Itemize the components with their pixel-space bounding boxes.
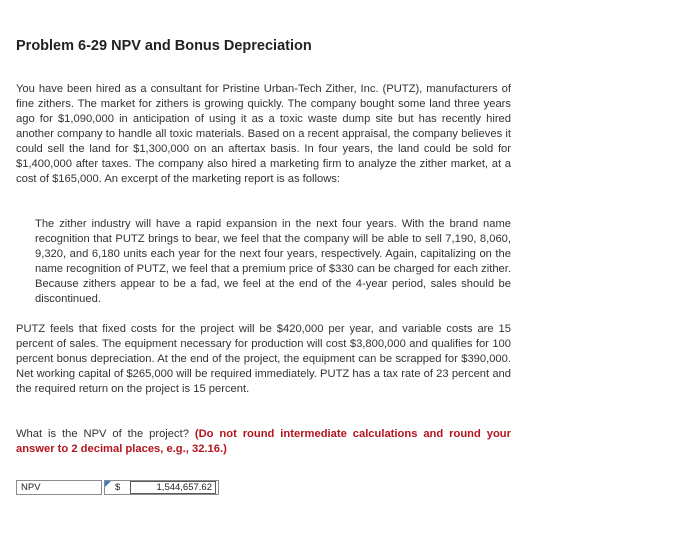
problem-paragraph-1: You have been hired as a consultant for Pristine Urban-Tech Zither, Inc. (PUTZ), manufacturers of fine zithers. The market for zithers is growing quickly. The company bought some land three years ago for $1,090,000 in anticipation of using it as a toxic waste dump site but has recently hired another company to handle all toxic materials. Based on a recent appraisal, the company believes it could sell the land for $1,300,000 on an aftertax basis. In four years, the land could be sold for $1,400,000 after taxes. The company also hired a marketing firm to analyze the zither market, at a cost of $165,000. An excerpt of the marketing report is as follows:: [16, 83, 511, 185]
problem-title: Problem 6-29 NPV and Bonus Depreciation: [16, 38, 312, 54]
rounding-instruction: (Do not round intermediate calculations and round your answer to 2 decimal places, e.g., 32.16.): [16, 428, 511, 455]
currency-symbol: $: [115, 482, 121, 493]
problem-paragraph-2: PUTZ feels that fixed costs for the project will be $420,000 per year, and variable costs are 15 percent of sales. The equipment necessary for production will cost $3,800,000 and qualifies for 100 percent bonus depreciation. At the end of the project, the equipment can be scrapped for $390,000. Net working capital of $265,000 will be required immediately. PUTZ has a tax rate of 23 percent and the required return on the project is 15 percent.: [16, 323, 511, 395]
answer-row: [16, 480, 219, 495]
flag-icon: [105, 481, 111, 487]
npv-label: NPV: [16, 480, 102, 495]
question: What is the NPV of the project?: [16, 428, 189, 440]
npv-answer-input[interactable]: 1,544,657.62: [130, 481, 216, 494]
answer-cell[interactable]: [104, 480, 219, 495]
marketing-report-excerpt: The zither industry will have a rapid expansion in the next four years. With the brand name recognition that PUTZ brings to bear, we feel that the company will be able to sell 7,190, 8,060, 9,320, and 6,180 units each year for the next four years, respectively. Again, capitalizing on the name recognition of PUTZ, we feel that a premium price of $330 can be charged for each zither. Because zithers appear to be a fad, we feel at the end of the 4-year period, sales should be discontinued.: [35, 218, 511, 305]
question-text: [16, 427, 511, 457]
